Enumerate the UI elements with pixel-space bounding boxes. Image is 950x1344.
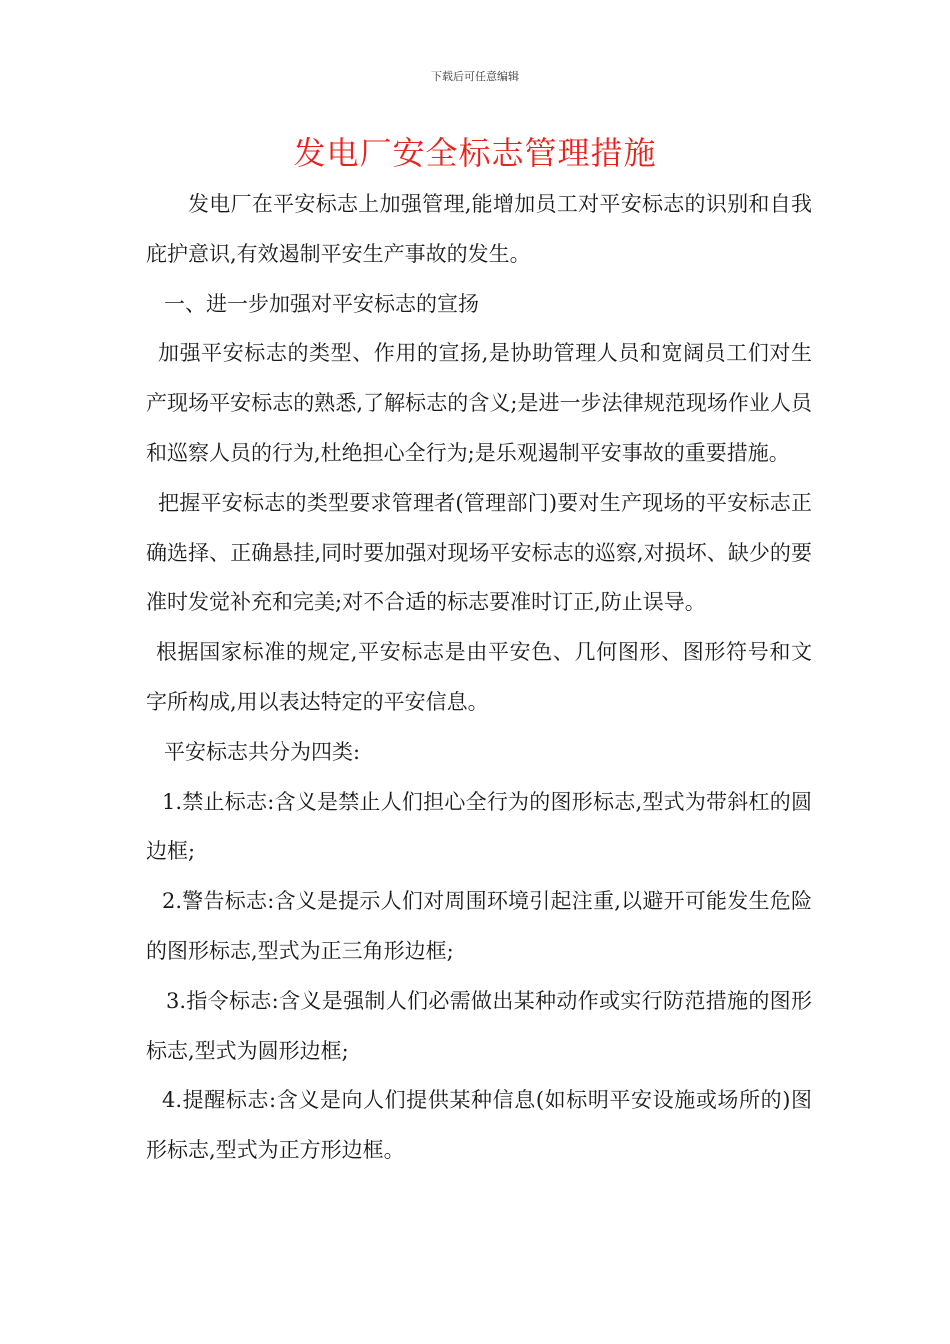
- list-item-warning: 2.警告标志:含义是提示人们对周围环境引起注重,以避开可能发生危险的图形标志,型式为正三角形边框;: [146, 889, 812, 963]
- paragraph-management: 把握平安标志的类型要求管理者(管理部门)要对生产现场的平安标志正确选择、正确悬挂,同时要加强对现场平安标志的巡察,对损坏、缺少的要准时发觉补充和完美;对不合适的标志要准时订正,防止误导。: [146, 490, 812, 615]
- header-note: 下载后可任意编辑: [431, 70, 519, 83]
- paragraph-promotion: 加强平安标志的类型、作用的宣扬,是协助管理人员和宽阔员工们对生产现场平安标志的熟悉,了解标志的含义;是进一步法律规范现场作业人员和巡察人员的行为,杜绝担心全行为;是乐观遏制平安事故的重要措施。: [146, 341, 812, 465]
- section-heading-1: 一、进一步加强对平安标志的宣扬: [164, 291, 479, 316]
- document-title: 发电厂安全标志管理措施: [293, 134, 657, 172]
- paragraph-intro: 发电厂在平安标志上加强管理,能增加员工对平安标志的识别和自我庇护意识,有效遏制平安生产事故的发生。: [146, 192, 812, 266]
- paragraph-categories: 平安标志共分为四类:: [164, 739, 361, 764]
- document-body: [146, 180, 812, 1176]
- paragraph-standard: 根据国家标准的规定,平安标志是由平安色、几何图形、图形符号和文字所构成,用以表达特定的平安信息。: [146, 640, 812, 714]
- list-item-information: 4.提醒标志:含义是向人们提供某种信息(如标明平安设施或场所的)图形标志,型式为正方形边框。: [146, 1088, 812, 1163]
- list-item-prohibition: 1.禁止标志:含义是禁止人们担心全行为的图形标志,型式为带斜杠的圆边框;: [146, 789, 812, 864]
- list-item-mandatory: 3.指令标志:含义是强制人们必需做出某种动作或实行防范措施的图形标志,型式为圆形边框;: [146, 988, 812, 1063]
